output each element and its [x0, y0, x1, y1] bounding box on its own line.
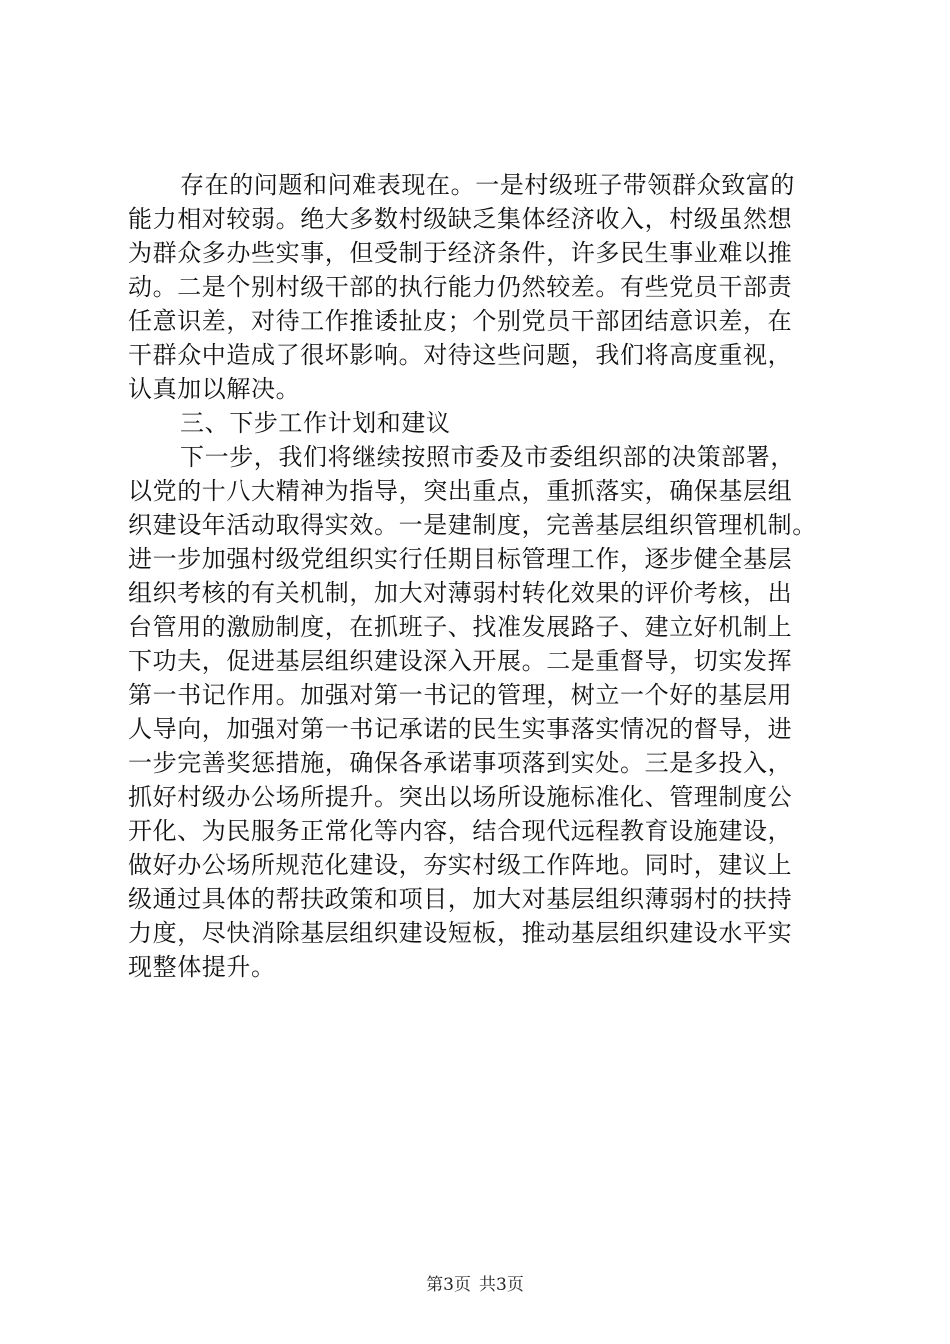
paragraph-line: 力度，尽快消除基层组织建设短板，推动基层组织建设水平实	[128, 919, 793, 947]
paragraph-line: 进一步加强村级党组织实行任期目标管理工作，逐步健全基层	[128, 545, 793, 573]
paragraph-line: 干群众中造成了很坏影响。对待这些问题，我们将高度重视，	[128, 341, 793, 369]
paragraph-line: 下功夫，促进基层组织建设深入开展。二是重督导，切实发挥	[128, 647, 793, 675]
paragraph-line: 级通过具体的帮扶政策和项目，加大对基层组织薄弱村的扶持	[128, 885, 793, 913]
paragraph-line: 第一书记作用。加强对第一书记的管理，树立一个好的基层用	[128, 681, 793, 709]
paragraph-line: 一步完善奖惩措施，确保各承诺事项落到实处。三是多投入，	[128, 749, 793, 777]
paragraph-line: 现整体提升。	[128, 953, 276, 981]
paragraph-line: 任意识差，对待工作推诿扯皮；个别党员干部团结意识差，在	[128, 307, 793, 335]
paragraph-line: 为群众多办些实事，但受制于经济条件，许多民生事业难以推	[128, 239, 793, 267]
paragraph-line: 做好办公场所规范化建设，夯实村级工作阵地。同时，建议上	[128, 851, 793, 879]
page-footer	[0, 1275, 950, 1295]
paragraph-line: 抓好村级办公场所提升。突出以场所设施标准化、管理制度公	[128, 783, 793, 811]
paragraph-line: 存在的问题和问难表现在。一是村级班子带领群众致富的	[180, 171, 795, 199]
paragraph-line: 台管用的激励制度，在抓班子、找准发展路子、建立好机制上	[128, 613, 793, 641]
paragraph-line: 织建设年活动取得实效。一是建制度，完善基层组织管理机制。	[128, 511, 817, 539]
page-number: 第3页	[426, 1275, 471, 1295]
paragraph-line: 下一步，我们将继续按照市委及市委组织部的决策部署，	[180, 443, 795, 471]
paragraph-line: 能力相对较弱。绝大多数村级缺乏集体经济收入，村级虽然想	[128, 205, 793, 233]
page-total: 共3页	[479, 1275, 524, 1295]
paragraph-line: 人导向，加强对第一书记承诺的民生实事落实情况的督导，进	[128, 715, 793, 743]
document-body	[128, 168, 848, 984]
section-heading: 三、下步工作计划和建议	[180, 409, 451, 437]
paragraph-line: 组织考核的有关机制，加大对薄弱村转化效果的评价考核，出	[128, 579, 793, 607]
paragraph-line: 以党的十八大精神为指导，突出重点，重抓落实，确保基层组	[128, 477, 793, 505]
paragraph-line: 认真加以解决。	[128, 375, 301, 403]
paragraph-line: 动。二是个别村级干部的执行能力仍然较差。有些党员干部责	[128, 273, 793, 301]
paragraph-line: 开化、为民服务正常化等内容，结合现代远程教育设施建设，	[128, 817, 793, 845]
